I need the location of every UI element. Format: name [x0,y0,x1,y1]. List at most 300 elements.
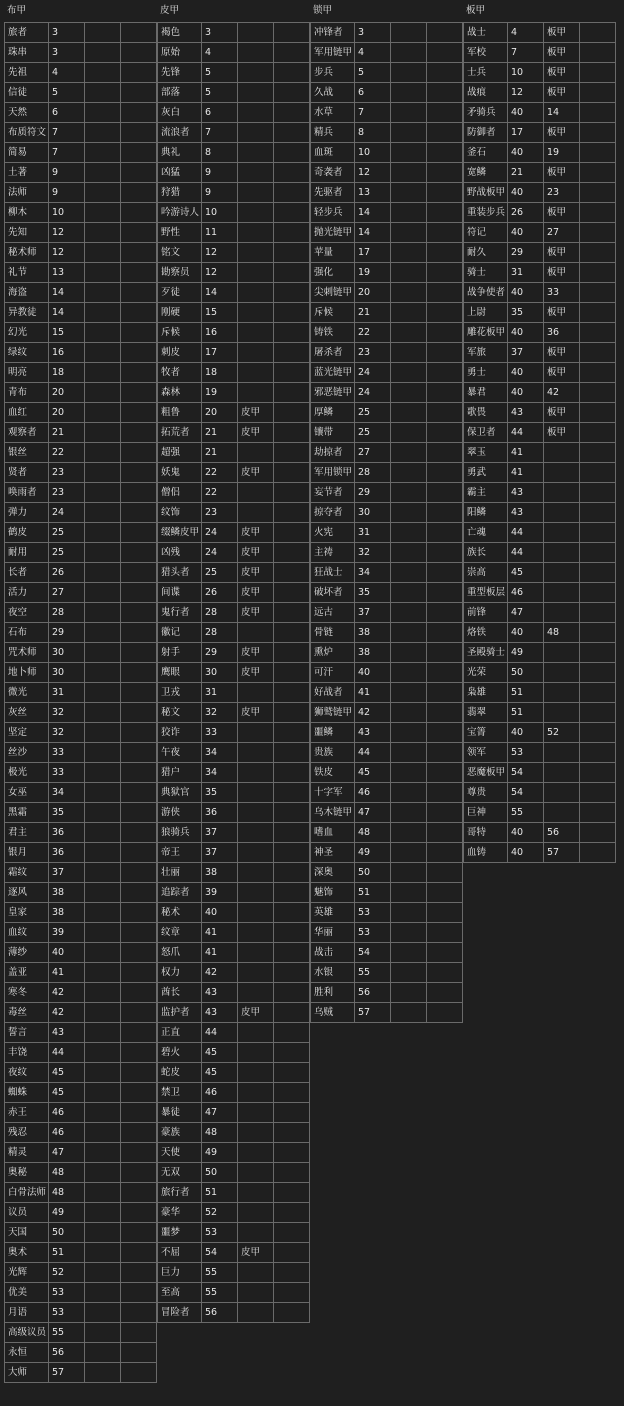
table-cell[interactable] [427,43,463,63]
table-cell[interactable]: 前锋 [464,603,508,623]
table-cell[interactable] [85,963,121,983]
table-cell[interactable]: 33 [202,723,238,743]
table-cell[interactable]: 原始 [158,43,202,63]
table-cell[interactable]: 重型板层 [464,583,508,603]
table-cell[interactable]: 巨力 [158,1263,202,1283]
table-cell[interactable]: 46 [508,583,544,603]
table-cell[interactable]: 礼节 [5,263,49,283]
table-cell[interactable]: 板甲 [544,23,580,43]
table-cell[interactable]: 21 [355,303,391,323]
table-cell[interactable]: 银丝 [5,443,49,463]
table-cell[interactable]: 28 [355,463,391,483]
table-cell[interactable]: 远古 [311,603,355,623]
table-cell[interactable] [121,503,157,523]
table-cell[interactable] [121,63,157,83]
table-cell[interactable]: 7 [508,43,544,63]
table-cell[interactable]: 地卜师 [5,663,49,683]
table-cell[interactable]: 56 [49,1343,85,1363]
table-cell[interactable] [427,983,463,1003]
table-cell[interactable] [121,1163,157,1183]
table-cell[interactable]: 皮甲 [238,543,274,563]
table-cell[interactable] [580,603,616,623]
table-cell[interactable]: 精兵 [311,123,355,143]
table-cell[interactable]: 妖鬼 [158,463,202,483]
table-cell[interactable]: 10 [355,143,391,163]
table-cell[interactable]: 英雄 [311,903,355,923]
table-cell[interactable]: 15 [49,323,85,343]
table-cell[interactable]: 12 [508,83,544,103]
table-cell[interactable] [580,183,616,203]
table-cell[interactable] [85,323,121,343]
table-cell[interactable]: 40 [508,623,544,643]
table-cell[interactable]: 镶带 [311,423,355,443]
table-cell[interactable]: 皮甲 [238,523,274,543]
table-cell[interactable] [238,303,274,323]
table-cell[interactable]: 血红 [5,403,49,423]
table-cell[interactable] [391,343,427,363]
table-cell[interactable] [85,623,121,643]
table-cell[interactable]: 简易 [5,143,49,163]
table-cell[interactable] [427,223,463,243]
table-cell[interactable] [121,603,157,623]
table-cell[interactable] [238,1063,274,1083]
table-cell[interactable] [85,1283,121,1303]
table-cell[interactable]: 牧者 [158,363,202,383]
table-cell[interactable]: 盖亚 [5,963,49,983]
table-cell[interactable]: 49 [49,1203,85,1223]
table-cell[interactable]: 10 [202,203,238,223]
table-cell[interactable] [274,183,310,203]
table-cell[interactable]: 45 [355,763,391,783]
table-cell[interactable] [427,403,463,423]
table-cell[interactable] [580,523,616,543]
table-cell[interactable] [544,783,580,803]
table-cell[interactable]: 板甲 [544,363,580,383]
table-cell[interactable] [391,363,427,383]
table-cell[interactable]: 41 [508,463,544,483]
table-cell[interactable] [391,63,427,83]
table-cell[interactable] [274,303,310,323]
table-cell[interactable]: 14 [355,223,391,243]
table-cell[interactable] [391,823,427,843]
table-cell[interactable]: 族长 [464,543,508,563]
table-cell[interactable] [427,143,463,163]
table-cell[interactable]: 9 [202,163,238,183]
table-cell[interactable]: 18 [202,363,238,383]
table-cell[interactable] [580,223,616,243]
table-cell[interactable] [391,163,427,183]
table-cell[interactable]: 40 [508,823,544,843]
table-cell[interactable] [238,1163,274,1183]
table-cell[interactable]: 36 [202,803,238,823]
table-cell[interactable]: 皇家 [5,903,49,923]
table-cell[interactable]: 至高 [158,1283,202,1303]
table-cell[interactable] [427,443,463,463]
table-cell[interactable]: 45 [49,1083,85,1103]
table-cell[interactable]: 尊贵 [464,783,508,803]
table-cell[interactable] [121,103,157,123]
table-cell[interactable] [85,823,121,843]
table-cell[interactable]: 灰丝 [5,703,49,723]
table-cell[interactable]: 27 [49,583,85,603]
table-cell[interactable]: 45 [508,563,544,583]
table-cell[interactable] [427,523,463,543]
table-cell[interactable]: 47 [49,1143,85,1163]
table-cell[interactable]: 重装步兵 [464,203,508,223]
table-cell[interactable]: 37 [508,343,544,363]
table-cell[interactable]: 40 [508,323,544,343]
table-cell[interactable]: 秘文 [158,703,202,723]
table-cell[interactable]: 破坏者 [311,583,355,603]
table-cell[interactable] [121,543,157,563]
table-cell[interactable] [238,343,274,363]
table-cell[interactable] [85,303,121,323]
table-cell[interactable]: 22 [202,463,238,483]
table-cell[interactable]: 防御者 [464,123,508,143]
table-cell[interactable] [274,423,310,443]
table-cell[interactable]: 38 [49,883,85,903]
table-cell[interactable] [274,643,310,663]
table-cell[interactable]: 14 [355,203,391,223]
table-cell[interactable]: 可汗 [311,663,355,683]
table-cell[interactable]: 44 [508,523,544,543]
table-cell[interactable]: 铸铁 [311,323,355,343]
table-cell[interactable]: 不屈 [158,1243,202,1263]
table-cell[interactable]: 白骨法师 [5,1183,49,1203]
table-cell[interactable]: 21 [508,163,544,183]
table-cell[interactable] [274,583,310,603]
table-cell[interactable] [238,1303,274,1323]
table-cell[interactable]: 19 [544,143,580,163]
table-cell[interactable] [274,203,310,223]
table-cell[interactable]: 猎户 [158,763,202,783]
table-cell[interactable]: 卫戎 [158,683,202,703]
table-cell[interactable]: 光辉 [5,1263,49,1283]
table-cell[interactable]: 30 [49,643,85,663]
table-cell[interactable] [121,383,157,403]
table-cell[interactable]: 鹤皮 [5,523,49,543]
table-cell[interactable]: 游侠 [158,803,202,823]
table-cell[interactable] [274,103,310,123]
table-cell[interactable]: 深奥 [311,863,355,883]
table-cell[interactable] [238,183,274,203]
table-cell[interactable] [121,423,157,443]
table-cell[interactable]: 40 [202,903,238,923]
table-cell[interactable]: 54 [508,783,544,803]
table-cell[interactable] [121,943,157,963]
table-cell[interactable] [274,863,310,883]
table-cell[interactable] [238,503,274,523]
table-cell[interactable]: 24 [202,523,238,543]
table-cell[interactable] [274,1143,310,1163]
table-cell[interactable] [121,783,157,803]
table-cell[interactable] [121,203,157,223]
table-cell[interactable] [85,1103,121,1123]
table-cell[interactable]: 奥秘 [5,1163,49,1183]
table-cell[interactable] [391,383,427,403]
table-cell[interactable] [121,1243,157,1263]
table-cell[interactable] [274,683,310,703]
table-cell[interactable] [544,583,580,603]
table-cell[interactable] [85,1043,121,1063]
table-cell[interactable] [85,703,121,723]
table-cell[interactable]: 21 [202,443,238,463]
table-cell[interactable] [121,83,157,103]
table-cell[interactable]: 典狱官 [158,783,202,803]
table-cell[interactable] [121,43,157,63]
table-cell[interactable]: 42 [355,703,391,723]
table-cell[interactable] [391,43,427,63]
table-cell[interactable]: 41 [49,963,85,983]
table-cell[interactable] [544,663,580,683]
table-cell[interactable] [391,243,427,263]
table-cell[interactable] [121,523,157,543]
table-cell[interactable] [238,43,274,63]
table-cell[interactable] [238,443,274,463]
table-cell[interactable]: 16 [202,323,238,343]
table-cell[interactable]: 46 [202,1083,238,1103]
table-cell[interactable]: 骑士 [464,263,508,283]
table-cell[interactable] [391,203,427,223]
table-cell[interactable]: 优美 [5,1283,49,1303]
table-cell[interactable]: 咒术师 [5,643,49,663]
table-cell[interactable] [580,463,616,483]
table-cell[interactable]: 4 [508,23,544,43]
table-cell[interactable] [238,1143,274,1163]
table-cell[interactable]: 恶魔板甲 [464,763,508,783]
table-cell[interactable] [427,803,463,823]
table-cell[interactable] [580,743,616,763]
table-cell[interactable]: 46 [355,783,391,803]
table-cell[interactable] [544,803,580,823]
table-cell[interactable]: 33 [544,283,580,303]
table-cell[interactable] [427,643,463,663]
table-cell[interactable]: 34 [49,783,85,803]
table-cell[interactable]: 海盗 [5,283,49,303]
table-cell[interactable]: 50 [202,1163,238,1183]
table-cell[interactable]: 52 [202,1203,238,1223]
table-cell[interactable] [121,443,157,463]
table-cell[interactable] [238,903,274,923]
table-cell[interactable]: 噩梦 [158,1223,202,1243]
table-cell[interactable]: 猎头者 [158,563,202,583]
table-cell[interactable] [274,363,310,383]
table-cell[interactable]: 49 [355,843,391,863]
table-cell[interactable] [274,383,310,403]
table-cell[interactable] [274,43,310,63]
table-cell[interactable] [391,603,427,623]
table-cell[interactable] [85,483,121,503]
table-cell[interactable] [121,563,157,583]
table-cell[interactable] [85,763,121,783]
table-cell[interactable]: 先祖 [5,63,49,83]
table-cell[interactable] [427,963,463,983]
table-cell[interactable] [391,703,427,723]
table-cell[interactable]: 30 [355,503,391,523]
table-cell[interactable] [580,43,616,63]
table-cell[interactable] [427,483,463,503]
table-cell[interactable]: 51 [49,1243,85,1263]
table-cell[interactable] [121,123,157,143]
table-cell[interactable] [544,763,580,783]
table-cell[interactable]: 7 [49,123,85,143]
table-cell[interactable] [238,1083,274,1103]
table-cell[interactable] [85,203,121,223]
table-cell[interactable] [121,1263,157,1283]
table-cell[interactable] [274,223,310,243]
table-cell[interactable]: 40 [508,723,544,743]
table-cell[interactable]: 逐风 [5,883,49,903]
table-cell[interactable]: 狡诈 [158,723,202,743]
table-cell[interactable] [544,463,580,483]
table-cell[interactable] [121,643,157,663]
table-cell[interactable]: 活力 [5,583,49,603]
table-cell[interactable] [427,463,463,483]
table-cell[interactable]: 30 [49,663,85,683]
table-cell[interactable]: 33 [49,763,85,783]
table-cell[interactable] [391,663,427,683]
table-cell[interactable]: 6 [49,103,85,123]
table-cell[interactable]: 14 [202,283,238,303]
table-cell[interactable]: 36 [49,843,85,863]
table-cell[interactable] [238,283,274,303]
table-cell[interactable] [85,103,121,123]
table-cell[interactable]: 6 [355,83,391,103]
table-cell[interactable] [274,463,310,483]
table-cell[interactable]: 吟游诗人 [158,203,202,223]
table-cell[interactable]: 骨链 [311,623,355,643]
table-cell[interactable] [580,703,616,723]
table-cell[interactable] [391,883,427,903]
table-cell[interactable]: 38 [355,623,391,643]
table-cell[interactable]: 42 [49,983,85,1003]
table-cell[interactable]: 31 [355,523,391,543]
table-cell[interactable]: 矛骑兵 [464,103,508,123]
table-cell[interactable]: 狩猎 [158,183,202,203]
table-cell[interactable]: 轻步兵 [311,203,355,223]
table-cell[interactable] [85,263,121,283]
table-cell[interactable]: 3 [49,43,85,63]
table-cell[interactable]: 41 [508,443,544,463]
table-cell[interactable] [238,683,274,703]
table-cell[interactable]: 厚鳞 [311,403,355,423]
table-cell[interactable]: 幻光 [5,323,49,343]
table-cell[interactable]: 秘术 [158,903,202,923]
table-cell[interactable] [427,863,463,883]
table-cell[interactable]: 森林 [158,383,202,403]
table-cell[interactable]: 25 [355,423,391,443]
table-cell[interactable] [274,883,310,903]
table-cell[interactable]: 石布 [5,623,49,643]
table-cell[interactable] [427,423,463,443]
table-cell[interactable] [427,683,463,703]
table-cell[interactable]: 3 [202,23,238,43]
table-cell[interactable]: 19 [355,263,391,283]
table-cell[interactable]: 追踪者 [158,883,202,903]
table-cell[interactable] [121,143,157,163]
table-cell[interactable] [391,683,427,703]
table-cell[interactable] [427,303,463,323]
table-cell[interactable] [238,383,274,403]
table-cell[interactable]: 圣殿骑士 [464,643,508,663]
table-cell[interactable] [238,943,274,963]
table-cell[interactable] [274,83,310,103]
table-cell[interactable] [85,803,121,823]
table-cell[interactable] [580,643,616,663]
table-cell[interactable]: 光荣 [464,663,508,683]
table-cell[interactable]: 40 [508,183,544,203]
table-cell[interactable]: 17 [508,123,544,143]
table-cell[interactable] [238,743,274,763]
table-cell[interactable]: 纹章 [158,923,202,943]
table-cell[interactable]: 54 [202,1243,238,1263]
table-cell[interactable]: 僧侣 [158,483,202,503]
table-cell[interactable] [85,743,121,763]
table-cell[interactable]: 巨神 [464,803,508,823]
table-cell[interactable] [274,963,310,983]
table-cell[interactable] [121,1083,157,1103]
table-cell[interactable]: 17 [202,343,238,363]
table-cell[interactable] [391,803,427,823]
table-cell[interactable]: 25 [49,543,85,563]
table-cell[interactable] [238,203,274,223]
table-cell[interactable] [121,1043,157,1063]
table-cell[interactable] [427,663,463,683]
table-cell[interactable] [121,663,157,683]
table-cell[interactable] [427,183,463,203]
table-cell[interactable]: 夜纹 [5,1063,49,1083]
table-cell[interactable]: 33 [49,743,85,763]
table-cell[interactable] [85,723,121,743]
table-cell[interactable]: 20 [202,403,238,423]
table-cell[interactable]: 十字军 [311,783,355,803]
table-cell[interactable] [238,783,274,803]
table-cell[interactable] [274,823,310,843]
table-cell[interactable] [121,363,157,383]
table-cell[interactable] [391,543,427,563]
table-cell[interactable] [85,543,121,563]
table-cell[interactable] [85,1023,121,1043]
table-cell[interactable]: 47 [202,1103,238,1123]
table-cell[interactable]: 久战 [311,83,355,103]
table-cell[interactable]: 49 [508,643,544,663]
table-cell[interactable] [85,423,121,443]
table-cell[interactable] [274,143,310,163]
table-cell[interactable]: 神圣 [311,843,355,863]
table-cell[interactable] [121,623,157,643]
table-cell[interactable]: 邪恶链甲 [311,383,355,403]
table-cell[interactable]: 监护者 [158,1003,202,1023]
table-cell[interactable]: 绿纹 [5,343,49,363]
table-cell[interactable]: 射手 [158,643,202,663]
table-cell[interactable]: 35 [202,783,238,803]
table-cell[interactable]: 好战者 [311,683,355,703]
table-cell[interactable] [274,283,310,303]
table-cell[interactable]: 12 [202,263,238,283]
table-cell[interactable]: 13 [49,263,85,283]
table-cell[interactable] [238,883,274,903]
table-cell[interactable]: 57 [49,1363,85,1383]
table-cell[interactable]: 蛇皮 [158,1063,202,1083]
table-cell[interactable]: 26 [49,563,85,583]
table-cell[interactable] [580,23,616,43]
table-cell[interactable] [121,243,157,263]
table-cell[interactable] [85,1263,121,1283]
table-cell[interactable] [580,623,616,643]
table-cell[interactable]: 30 [202,663,238,683]
table-cell[interactable] [274,743,310,763]
table-cell[interactable]: 寒冬 [5,983,49,1003]
